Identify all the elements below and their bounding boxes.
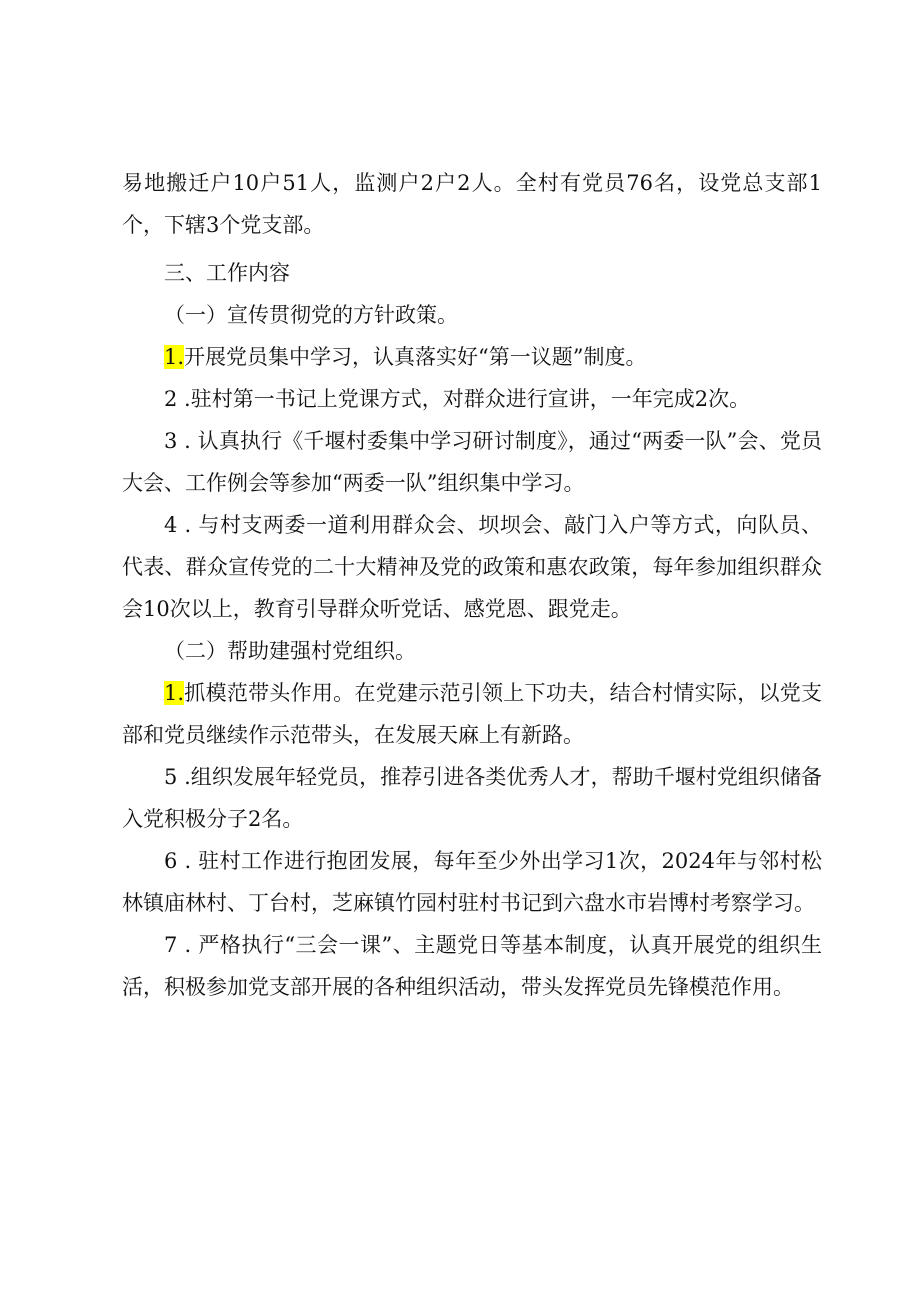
list-item-2: 2 .驻村第一书记上党课方式，对群众进行宣讲，一年完成2次。: [164, 387, 751, 411]
list-item-5: 5 .组织发展年轻党员，推荐引进各类优秀人才，帮助千堰村党组织储备入党积极分子2名。: [122, 765, 822, 831]
list-item-7: 7 . 严格执行“三会一课”、主题党日等基本制度，认真开展党的组织生活，积极参加党支部开展的各种组织活动，带头发挥党员先锋模范作用。: [122, 933, 822, 999]
document-body: [122, 162, 822, 1008]
highlighted-marker: 1.: [164, 345, 185, 369]
paragraph-population-summary: 易地搬迁户10户51人，监测户2户2人。全村有党员76名，设党总支部1个，下辖3个党支部。: [122, 171, 822, 237]
section-heading-work-content: 三、工作内容: [164, 261, 290, 285]
subsection-heading-strengthen-party: （二）帮助建强村党组织。: [164, 639, 416, 663]
list-item-1b: [122, 672, 822, 756]
highlighted-marker: 1.: [164, 681, 185, 705]
list-item-text: 抓模范带头作用。在党建示范引领上下功夫，结合村情实际，以党支部和党员继续作示范带头，在发展天麻上有新路。: [122, 681, 822, 747]
list-item-3: 3 . 认真执行《千堰村委集中学习研讨制度》，通过“两委一队”会、党员大会、工作例会等参加“两委一队”组织集中学习。: [122, 429, 822, 495]
list-item-1a: [122, 336, 822, 378]
list-item-6: 6 . 驻村工作进行抱团发展，每年至少外出学习1次，2024年与邻村松林镇庙林村、丁台村，芝麻镇竹园村驻村书记到六盘水市岩博村考察学习。: [122, 849, 822, 915]
list-item-text: 开展党员集中学习，认真落实好“第一议题”制度。: [184, 345, 647, 369]
list-item-4: 4 . 与村支两委一道利用群众会、坝坝会、敲门入户等方式，向队员、代表、群众宣传党的二十大精神及党的政策和惠农政策，每年参加组织群众会10次以上，教育引导群众听党话、感党恩、跟党走。: [122, 513, 822, 621]
subsection-heading-policy-publicity: （一）宣传贯彻党的方针政策。: [164, 303, 458, 327]
